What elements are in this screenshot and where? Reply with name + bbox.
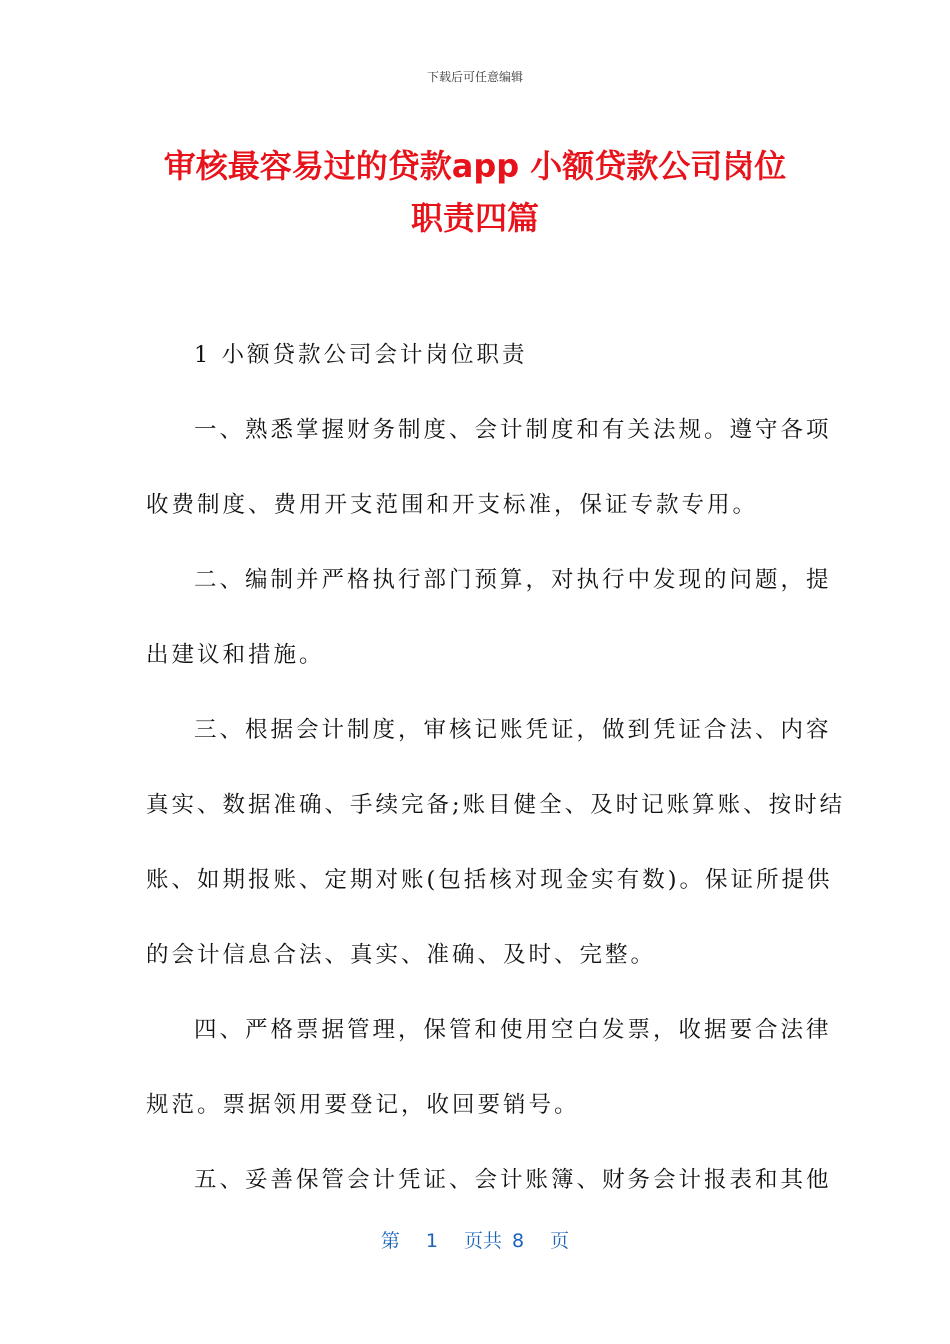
- body-line: 二、编制并严格执行部门预算，对执行中发现的问题，提: [194, 567, 832, 593]
- body-line: 1 小额贷款公司会计岗位职责: [194, 342, 528, 368]
- title-line-1: 审核最容易过的贷款app 小额贷款公司岗位: [163, 147, 787, 185]
- body-line: 出建议和措施。: [146, 642, 325, 668]
- page-footer: [0, 1226, 950, 1253]
- body-line: 真实、数据准确、手续完备;账目健全、及时记账算账、按时结: [146, 792, 846, 818]
- title-line-2: 职责四篇: [410, 199, 539, 237]
- footer-current-page: 1: [425, 1230, 438, 1252]
- body-line: 五、妥善保管会计凭证、会计账簿、财务会计报表和其他: [194, 1167, 832, 1193]
- body-line: 一、熟悉掌握财务制度、会计制度和有关法规。遵守各项: [194, 417, 832, 443]
- header-note: 下载后可任意编辑: [426, 70, 523, 84]
- document-title: [120, 140, 830, 244]
- body-line: 的会计信息合法、真实、准确、及时、完整。: [146, 942, 657, 968]
- body-line: 规范。票据领用要登记，收回要销号。: [146, 1092, 580, 1118]
- footer-suffix: 页: [550, 1230, 570, 1252]
- body-line: 四、严格票据管理，保管和使用空白发票，收据要合法律: [194, 1017, 832, 1043]
- body-line: 收费制度、费用开支范围和开支标准，保证专款专用。: [146, 492, 759, 518]
- footer-middle: 页共: [463, 1230, 502, 1252]
- footer-prefix: 第: [380, 1230, 400, 1252]
- document-body: [146, 318, 846, 1218]
- footer-total-pages: 8: [512, 1230, 525, 1252]
- body-line: 三、根据会计制度，审核记账凭证，做到凭证合法、内容: [194, 717, 832, 743]
- body-line: 账、如期报账、定期对账(包括核对现金实有数)。保证所提供: [146, 867, 833, 893]
